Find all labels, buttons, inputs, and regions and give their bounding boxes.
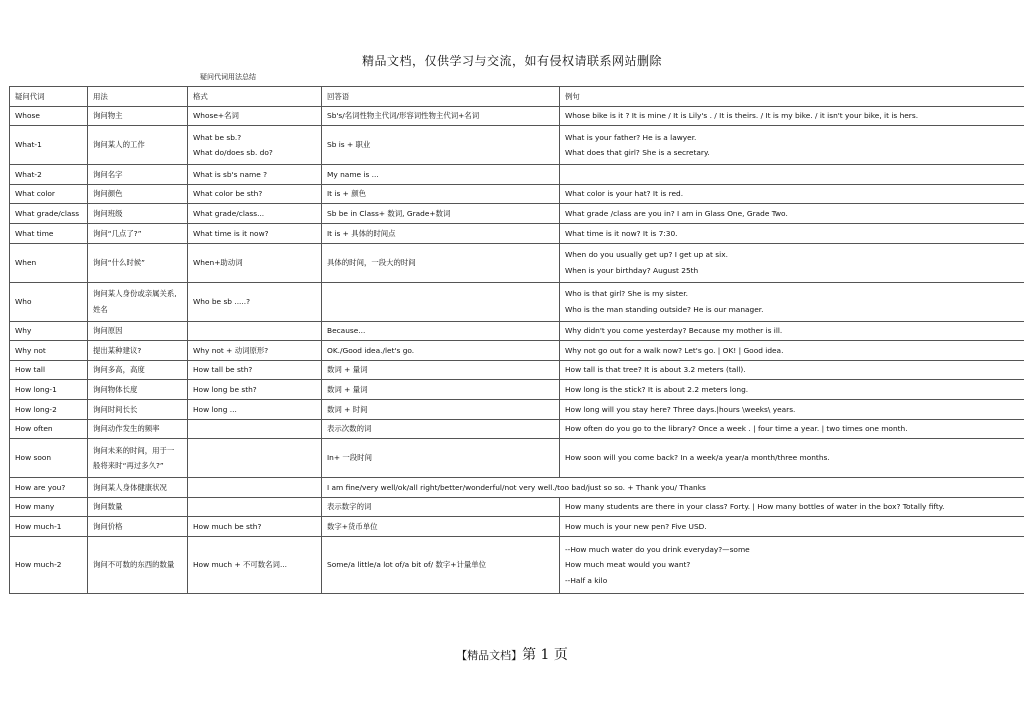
table-row — [10, 478, 1024, 498]
table-cell — [10, 439, 88, 478]
cell-text: What time — [15, 228, 54, 238]
table-cell — [322, 517, 560, 537]
table-cell — [88, 165, 188, 185]
cell-text: What grade /class are you in? I am in Glass One, Grade Two. — [565, 208, 788, 218]
table-row — [10, 223, 1024, 243]
cell-text: 表示数字的词 — [327, 502, 372, 512]
cell-text: Why not — [15, 345, 46, 355]
cell-text: Sb is + 职业 — [327, 140, 371, 150]
cell-text: Who — [15, 296, 32, 306]
table-cell — [88, 478, 188, 498]
cell-text: How much be sth? — [193, 521, 262, 531]
table-cell — [188, 204, 322, 224]
table-cell — [322, 243, 560, 282]
cell-text: 询问原因 — [93, 326, 123, 336]
cell-text: It is + 颜色 — [327, 189, 367, 199]
cell-text: 询问某人身份或亲属关系, — [93, 289, 177, 299]
cell-text: How much meat would you want? — [565, 560, 691, 570]
column-header: 回答语 — [322, 87, 560, 107]
cell-text: What do/does sb. do? — [193, 148, 273, 158]
table-cell — [560, 282, 1024, 321]
cell-text: Who is the man standing outside? He is our manager. — [565, 304, 764, 314]
table-row — [10, 106, 1024, 126]
cell-text: 询问不可数的东西的数量 — [93, 560, 175, 570]
cell-text: Sb's/名词性物主代词/形容词性物主代词+名词 — [327, 111, 480, 121]
table-cell — [560, 419, 1024, 439]
cell-text: How long ... — [193, 404, 237, 414]
cell-text: What grade/class — [15, 208, 80, 218]
table-cell — [10, 380, 88, 400]
table-header-row — [10, 87, 1024, 107]
table-cell — [88, 223, 188, 243]
table-row — [10, 282, 1024, 321]
table-cell — [88, 497, 188, 517]
table-cell — [560, 223, 1024, 243]
table-cell — [10, 204, 88, 224]
table-cell — [10, 419, 88, 439]
column-header: 格式 — [188, 87, 322, 107]
cell-text: 姓名 — [93, 304, 108, 314]
table-cell — [188, 380, 322, 400]
table-cell — [10, 184, 88, 204]
cell-text: 表示次数的词 — [327, 424, 372, 434]
table-row — [10, 399, 1024, 419]
cell-text: What color is your hat? It is red. — [565, 189, 684, 199]
table-cell — [88, 341, 188, 361]
cell-text: What time is it now? It is 7:30. — [565, 228, 678, 238]
table-cell — [10, 282, 88, 321]
table-cell — [322, 439, 560, 478]
table-cell — [10, 223, 88, 243]
cell-text: What color be sth? — [193, 189, 263, 199]
table-cell — [560, 243, 1024, 282]
cell-text — [193, 505, 316, 509]
cell-text: Why not + 动词原形? — [193, 345, 269, 355]
table-cell — [322, 419, 560, 439]
table-cell — [560, 321, 1024, 341]
cell-text: 询问物体长度 — [93, 384, 138, 394]
table-row — [10, 184, 1024, 204]
table-cell — [560, 380, 1024, 400]
cell-text — [327, 300, 554, 304]
cell-text: What time is it now? — [193, 228, 269, 238]
table-cell — [188, 165, 322, 185]
table-cell — [188, 439, 322, 478]
table-cell — [88, 184, 188, 204]
cell-text: 询问某人身体健康状况 — [93, 482, 167, 492]
page-header: 精品文档，仅供学习与交流，如有侵权请联系网站删除 — [361, 54, 662, 68]
table-cell — [560, 517, 1024, 537]
cell-text: Whose+名词 — [193, 111, 239, 121]
table-cell — [10, 478, 88, 498]
table-row — [10, 341, 1024, 361]
table-cell — [88, 243, 188, 282]
cell-text: 般将来时“再过多久?” — [93, 461, 164, 471]
page-footer — [0, 644, 1024, 664]
table-title: 疑问代词用法总结 — [200, 73, 256, 81]
cell-text: Some/a little/a lot of/a bit of/ 数字+计量单位 — [327, 560, 487, 570]
table-cell — [322, 204, 560, 224]
table-row — [10, 165, 1024, 185]
cell-text — [193, 485, 316, 489]
table-cell — [10, 126, 88, 165]
table-cell — [560, 439, 1024, 478]
cell-text: What grade/class... — [193, 208, 265, 218]
cell-text: What is sb's name ? — [193, 169, 268, 179]
table-cell — [322, 478, 1024, 498]
table-cell — [188, 106, 322, 126]
cell-text: How long-2 — [15, 404, 57, 414]
table-cell — [88, 439, 188, 478]
cell-text: What-2 — [15, 169, 42, 179]
cell-text: When is your birthday? August 25th — [565, 265, 699, 275]
cell-text: What color — [15, 189, 55, 199]
cell-text: 询问某人的工作 — [93, 140, 145, 150]
table-cell — [560, 536, 1024, 593]
table-cell — [88, 399, 188, 419]
table-cell — [560, 204, 1024, 224]
cell-text: What be sb.? — [193, 132, 242, 142]
table-cell — [188, 184, 322, 204]
cell-text: --Half a kilo — [565, 575, 608, 585]
cell-text: How long-1 — [15, 384, 57, 394]
table-row — [10, 243, 1024, 282]
table-cell — [10, 497, 88, 517]
table-cell — [322, 165, 560, 185]
cell-text: 询问班级 — [93, 208, 123, 218]
cell-text: How long is the stick? It is about 2.2 meters long. — [565, 384, 749, 394]
table-cell — [10, 106, 88, 126]
table-cell — [10, 517, 88, 537]
cell-text: --How much water do you drink everyday?—some — [565, 544, 750, 554]
table-cell — [188, 282, 322, 321]
table-row — [10, 126, 1024, 165]
table-row — [10, 497, 1024, 517]
cell-text — [565, 172, 1019, 176]
table-row — [10, 204, 1024, 224]
table-cell — [560, 165, 1024, 185]
table-cell — [188, 360, 322, 380]
table-cell — [88, 106, 188, 126]
cell-text: How soon will you come back? In a week/a year/a month/three months. — [565, 453, 830, 463]
cell-text: When do you usually get up? I get up at six. — [565, 250, 728, 260]
table-cell — [88, 517, 188, 537]
cell-text: How long will you stay here? Three days.|hours \weeks\ years. — [565, 404, 796, 414]
footer-tag: 【精品文档】 — [456, 649, 523, 662]
table-cell — [322, 223, 560, 243]
cell-text: OK./Good idea./let's go. — [327, 345, 415, 355]
table-cell — [188, 126, 322, 165]
cell-text: When+助动词 — [193, 257, 243, 267]
cell-text: How often do you go to the library? Once a week . | four time a year. | two times one month. — [565, 424, 908, 434]
cell-text: 询问“什么时候” — [93, 257, 146, 267]
cell-text: How much-1 — [15, 521, 62, 531]
cell-text: My name is ... — [327, 169, 379, 179]
table-cell — [88, 360, 188, 380]
table-cell — [188, 223, 322, 243]
table-cell — [322, 184, 560, 204]
page-number: 第 1 页 — [522, 647, 568, 663]
table-cell — [322, 380, 560, 400]
summary-table-wrap — [9, 86, 1024, 594]
table-cell — [188, 536, 322, 593]
table-row — [10, 321, 1024, 341]
table-cell — [88, 321, 188, 341]
column-header: 用法 — [88, 87, 188, 107]
cell-text: How much-2 — [15, 560, 62, 570]
cell-text: 询问价格 — [93, 521, 123, 531]
table-cell — [322, 321, 560, 341]
table-cell — [188, 341, 322, 361]
table-cell — [322, 360, 560, 380]
cell-text: 数词 + 量词 — [327, 365, 368, 375]
cell-text: How are you? — [15, 482, 66, 492]
cell-text: 询问未来的时间，用于一 — [93, 445, 175, 455]
cell-text: How tall — [15, 365, 46, 375]
table-cell — [322, 399, 560, 419]
table-cell — [322, 282, 560, 321]
column-header: 例句 — [560, 87, 1024, 107]
cell-text: How many students are there in your class? Forty. | How many bottles of water in the box? Totally fifty. — [565, 502, 945, 512]
pronoun-summary-table — [9, 86, 1024, 594]
table-cell — [10, 243, 88, 282]
cell-text: How long be sth? — [193, 384, 257, 394]
cell-text: 询问“几点了?” — [93, 228, 142, 238]
table-cell — [560, 341, 1024, 361]
table-cell — [188, 478, 322, 498]
table-row — [10, 517, 1024, 537]
cell-text: How often — [15, 424, 53, 434]
cell-text: Because... — [327, 326, 366, 336]
table-cell — [88, 204, 188, 224]
cell-text: 数词 + 时间 — [327, 404, 368, 414]
cell-text: Whose — [15, 111, 40, 121]
cell-text: 询问数量 — [93, 502, 123, 512]
cell-text: What is your father? He is a lawyer. — [565, 132, 697, 142]
table-row — [10, 439, 1024, 478]
table-cell — [10, 399, 88, 419]
cell-text: Whose bike is it ? It is mine / It is Lily's . / It is theirs. / It is my bike. / it isn't your bike, it is hers. — [565, 111, 919, 121]
table-cell — [88, 380, 188, 400]
cell-text: How many — [15, 502, 55, 512]
table-cell — [188, 243, 322, 282]
cell-text: It is + 具体的时间点 — [327, 228, 396, 238]
table-row — [10, 419, 1024, 439]
table-row — [10, 360, 1024, 380]
table-cell — [322, 106, 560, 126]
table-cell — [188, 497, 322, 517]
cell-text: 提出某种建议? — [93, 345, 142, 355]
cell-text: 询问名字 — [93, 169, 123, 179]
table-cell — [88, 282, 188, 321]
table-cell — [560, 399, 1024, 419]
table-cell — [560, 126, 1024, 165]
table-cell — [10, 321, 88, 341]
table-cell — [560, 184, 1024, 204]
cell-text: I am fine/very well/ok/all right/better/wonderful/not very well./too bad/just so so. + Thank you/ Thanks — [327, 482, 706, 492]
table-cell — [560, 360, 1024, 380]
cell-text: Why didn't you come yesterday? Because my mother is ill. — [565, 326, 783, 336]
cell-text: 询问时间长长 — [93, 404, 138, 414]
table-cell — [10, 360, 88, 380]
table-row — [10, 536, 1024, 593]
table-cell — [560, 106, 1024, 126]
table-row — [10, 380, 1024, 400]
cell-text: How much is your new pen? Five USD. — [565, 521, 707, 531]
cell-text: How much + 不可数名词... — [193, 560, 287, 570]
cell-text: Sb be in Class+ 数词, Grade+数词 — [327, 208, 451, 218]
table-cell — [188, 517, 322, 537]
table-cell — [88, 536, 188, 593]
table-cell — [10, 341, 88, 361]
cell-text: How tall is that tree? It is about 3.2 meters (tall). — [565, 365, 746, 375]
table-cell — [88, 126, 188, 165]
cell-text: 询问多高，高度 — [93, 365, 145, 375]
column-header: 疑问代词 — [10, 87, 88, 107]
table-cell — [188, 321, 322, 341]
cell-text: How soon — [15, 453, 52, 463]
cell-text: 询问颜色 — [93, 189, 123, 199]
table-cell — [322, 126, 560, 165]
cell-text: 数字+货币单位 — [327, 521, 378, 531]
cell-text: Who is that girl? She is my sister. — [565, 289, 688, 299]
cell-text: Who be sb .....? — [193, 296, 251, 306]
cell-text: Why not go out for a walk now? Let's go. | OK! | Good idea. — [565, 345, 784, 355]
table-cell — [10, 536, 88, 593]
table-body — [10, 106, 1024, 593]
table-cell — [10, 165, 88, 185]
table-cell — [322, 341, 560, 361]
cell-text — [193, 427, 316, 431]
cell-text: Why — [15, 326, 32, 336]
cell-text — [193, 456, 316, 460]
cell-text — [193, 329, 316, 333]
cell-text: In+ 一段时间 — [327, 453, 372, 463]
cell-text: 询问物主 — [93, 111, 123, 121]
table-cell — [188, 399, 322, 419]
cell-text: 数词 + 量词 — [327, 384, 368, 394]
cell-text: 询问动作发生的频率 — [93, 424, 160, 434]
cell-text: How tall be sth? — [193, 365, 253, 375]
table-cell — [322, 536, 560, 593]
table-cell — [560, 497, 1024, 517]
cell-text: 具体的时间，一段大的时间 — [327, 257, 416, 267]
cell-text: What does that girl? She is a secretary. — [565, 148, 710, 158]
cell-text: What-1 — [15, 140, 42, 150]
table-cell — [322, 497, 560, 517]
table-cell — [88, 419, 188, 439]
table-cell — [188, 419, 322, 439]
cell-text: When — [15, 257, 37, 267]
